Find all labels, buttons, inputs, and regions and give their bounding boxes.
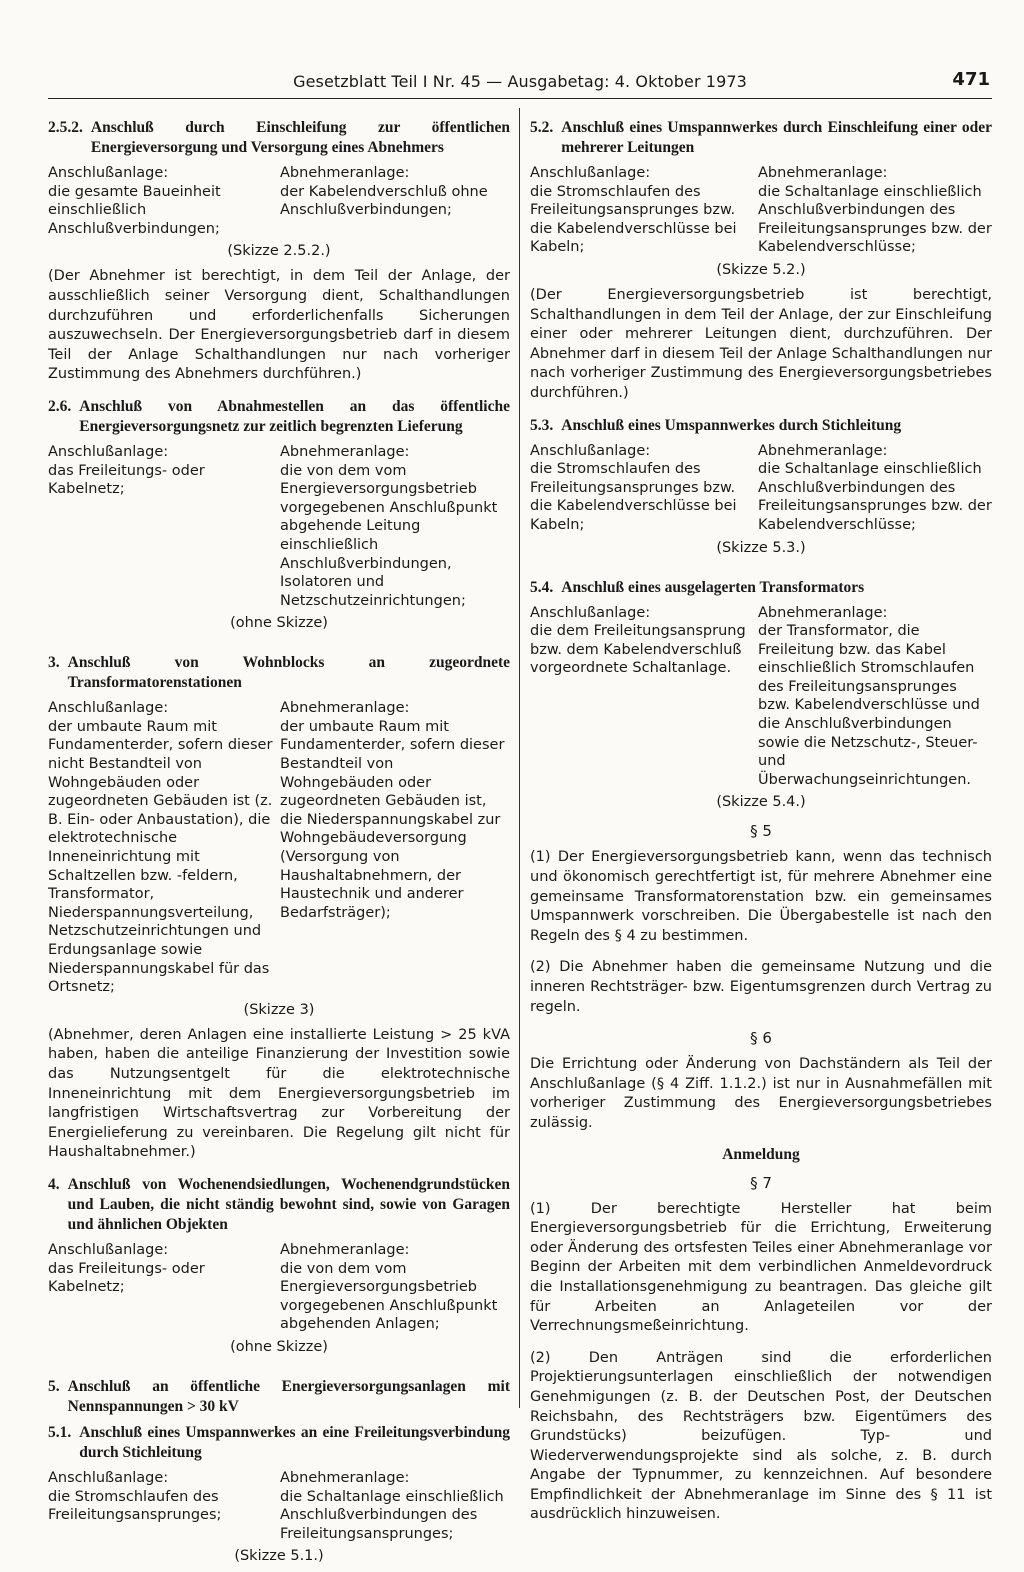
- section-title: Anschluß von Abnahmestellen an das öffentliche Energieversorgungsnetz zur zeitlich begrenzten Lieferung: [79, 397, 510, 435]
- section-number: 5.: [48, 1377, 60, 1395]
- abnehmer-label: Abnehmeranlage:: [280, 165, 410, 181]
- abnehmer-text: die von dem vom Energieversorgungsbetrieb vorgegebenen Anschlußpunkt abgehende Leitung einschließlich Anschlußverbindungen, Isolatoren und Netzschutzeinrichtungen;: [280, 462, 498, 609]
- subheading-anmeldung: Anmeldung: [722, 1145, 800, 1163]
- anschluss-text: die Stromschlaufen des Freileitungsansprunges;: [48, 1488, 222, 1524]
- right-column: [530, 118, 992, 1537]
- sketch-reference: (Skizze 2.5.2.): [227, 243, 331, 260]
- section-heading: [48, 1423, 510, 1463]
- anschluss-label: Anschlußanlage:: [530, 604, 651, 621]
- abnehmer-label: Abnehmeranlage:: [280, 443, 410, 460]
- abnehmer-text: die Schaltanlage einschließlich Anschlußverbindungen des Freileitungsansprunges bzw. der Kabelendverschlüsse;: [758, 461, 992, 533]
- column-divider: [519, 108, 520, 1408]
- anschluss-label: Anschlußanlage:: [48, 443, 169, 460]
- left-column: [48, 118, 510, 1572]
- definition-pair: [530, 604, 992, 790]
- section-title: Anschluß eines ausgelagerten Transformators: [561, 578, 865, 596]
- paragraph-sign: § 7: [750, 1173, 772, 1192]
- definition-pair: [48, 443, 510, 610]
- section-title: Anschluß von Wochenendsiedlungen, Wochenendgrundstücken und Lauben, die nicht ständig bewohnt sind, sowie von Garagen und ähnlichen Objekten: [67, 1175, 510, 1233]
- page-header: [48, 69, 992, 99]
- section-title: Anschluß eines Umspannwerkes an eine Freileitungsverbindung durch Stichleitung: [79, 1423, 510, 1461]
- section-heading: [48, 1377, 510, 1417]
- section-title: Anschluß an öffentliche Energieversorgungsanlagen mit Nennspannungen > 30 kV: [67, 1377, 510, 1415]
- definition-pair: [48, 699, 510, 997]
- abnehmer-label: Abnehmeranlage:: [758, 165, 888, 181]
- definition-pair: [48, 1469, 510, 1543]
- abnehmer-label: Abnehmeranlage:: [280, 1469, 410, 1486]
- section-note: (Abnehmer, deren Anlagen eine installierte Leistung > 25 kVA haben, haben die anteilige Finanzierung der Investition sowie das Nutzungsentgelt für die elektrotechnische Inneneinrichtung mit dem Energieversorgungsbetrieb im langfristigen Wirtschaftsvertrag zur Vorbereitung der Energielieferung zu vereinbaren. Die Regelung gilt nicht für Haushaltabnehmer.): [48, 1026, 510, 1161]
- anschluss-label: Anschlußanlage:: [48, 1241, 169, 1258]
- paragraph-text: (1) Der berechtigte Hersteller hat beim Energieversorgungsbetrieb für die Errichtung, Erweiterung oder Änderung des ortsfesten Teiles einer Abnehmeranlage vor Beginn der Arbeiten mit dem verbindlichen Anmeldevordruck die Installationsgenehmigung zu beantragen. Das gleiche gilt für Arbeiten an Anlageteilen vor der Verrechnungsmeßeinrichtung.: [530, 1200, 992, 1335]
- section-note: (Der Abnehmer ist berechtigt, in dem Teil der Anlage, der ausschließlich seiner Versorgung dient, Schalthandlungen durchzuführen und erforderlichenfalls Sicherungen auszuwechseln. Der Energieversorgungsbetrieb darf in diesem Teil der Anlage Schalthandlungen nur nach vorheriger Zustimmung des Abnehmers durchführen.): [48, 268, 510, 383]
- abnehmer-label: Abnehmeranlage:: [280, 700, 410, 717]
- anschluss-text: der umbaute Raum mit Fundamenterder, sofern dieser nicht Bestandteil von Wohngebäuden oder zugeordneten Gebäuden ist (z. B. Ein- oder Anbaustation), die elektrotechnische Inneneinrichtung mit Schaltzellen bzw. -feldern, Transformator, Niederspannungsverteilung, Netzschutzeinrichtungen und Erdungsanlage sowie Niederspannungskabel für das Ortsnetz;: [48, 718, 273, 996]
- anschluss-text: die Stromschlaufen des Freileitungsansprunges bzw. die Kabelendverschlüsse bei Kabeln;: [530, 183, 737, 256]
- anschluss-label: Anschlußanlage:: [48, 1469, 169, 1486]
- abnehmer-label: Abnehmeranlage:: [280, 1241, 410, 1258]
- section-number: 4.: [48, 1175, 60, 1193]
- abnehmer-label: Abnehmeranlage:: [758, 442, 888, 459]
- section-heading: [530, 578, 992, 598]
- anschluss-text: das Freileitungs- oder Kabelnetz;: [48, 1260, 205, 1296]
- sketch-reference: (Skizze 5.1.): [234, 1548, 324, 1565]
- anschluss-label: Anschlußanlage:: [48, 700, 169, 717]
- sketch-reference: (ohne Skizze): [230, 1338, 328, 1355]
- anschluss-label: Anschlußanlage:: [530, 165, 651, 181]
- header-title: Gesetzblatt Teil I Nr. 45 — Ausgabetag: 4. Oktober 1973: [293, 72, 747, 91]
- sketch-reference: (Skizze 3): [243, 1001, 315, 1018]
- anschluss-text: die Stromschlaufen des Freileitungsansprunges bzw. die Kabelendverschlüsse bei Kabeln;: [530, 461, 737, 533]
- abnehmer-text: die Schaltanlage einschließlich Anschlußverbindungen des Freileitungsansprunges bzw. der Kabelendverschlüsse;: [758, 183, 992, 256]
- sketch-reference: (Skizze 5.3.): [716, 539, 806, 556]
- page-number: 471: [952, 69, 990, 90]
- section-number: 2.5.2.: [48, 119, 83, 136]
- paragraph-text: Die Errichtung oder Änderung von Dachständern als Teil der Anschlußanlage (§ 4 Ziff. 1.1.2.) ist nur in Ausnahmefällen mit vorheriger Zustimmung des Energieversorgungsbetriebes zulässig.: [530, 1056, 992, 1131]
- section-title: Anschluß von Wohnblocks an zugeordnete Transformatorenstationen: [67, 654, 510, 692]
- section-title: Anschluß eines Umspannwerkes durch Stichleitung: [561, 416, 902, 434]
- section-heading: [48, 397, 510, 437]
- definition-pair: [48, 1241, 510, 1334]
- section-number: 5.1.: [48, 1423, 72, 1441]
- section-number: 3.: [48, 654, 60, 672]
- abnehmer-text: die von dem vom Energieversorgungsbetrieb vorgegebenen Anschlußpunkt abgehenden Anlagen;: [280, 1260, 498, 1333]
- abnehmer-text: der Kabelendverschluß ohne Anschlußverbindungen;: [280, 183, 488, 219]
- anschluss-text: die dem Freileitungsansprung bzw. dem Kabelendverschluß vorgeordnete Schaltanlage.: [530, 623, 746, 677]
- anschluss-text: die gesamte Baueinheit einschließlich Anschlußverbindungen;: [48, 183, 221, 237]
- section-heading: [48, 118, 510, 158]
- abnehmer-text: der umbaute Raum mit Fundamenterder, sofern dieser Bestandteil von Wohngebäuden oder zugeordneten Gebäuden ist, die Niederspannungskabel zur Wohngebäudeversorgung (Versorgung von Haushaltabnehmern, der Haustechnik und anderer Bedarfsträger);: [280, 718, 505, 921]
- anschluss-text: das Freileitungs- oder Kabelnetz;: [48, 462, 205, 498]
- section-number: 5.3.: [530, 416, 554, 434]
- paragraph-sign: § 6: [750, 1029, 772, 1048]
- definition-pair: [530, 164, 992, 257]
- paragraph-text: (2) Die Abnehmer haben die gemeinsame Nutzung und die inneren Rechtsträger- bzw. Eigentumsgrenzen durch Vertrag zu regeln.: [530, 959, 992, 1015]
- abnehmer-text: die Schaltanlage einschließlich Anschlußverbindungen des Freileitungsansprunges;: [280, 1488, 504, 1542]
- abnehmer-label: Abnehmeranlage:: [758, 604, 888, 621]
- anschluss-label: Anschlußanlage:: [48, 165, 169, 181]
- section-number: 5.4.: [530, 578, 554, 596]
- paragraph-sign: § 5: [750, 822, 772, 841]
- paragraph-text: (1) Der Energieversorgungsbetrieb kann, wenn das technisch und ökonomisch gerechtfertigt ist, für mehrere Abnehmer eine gemeinsame Transformatorenstation bzw. ein gemeinsames Umspannwerk vorschreiben. Die Übergabestelle ist nach den Regeln des § 4 zu bestimmen.: [530, 849, 992, 944]
- definition-pair: [48, 164, 510, 238]
- definition-pair: [530, 442, 992, 535]
- section-title: Anschluß durch Einschleifung zur öffentlichen Energieversorgung und Versorgung eines Abnehmers: [90, 119, 510, 156]
- sketch-reference: (ohne Skizze): [230, 615, 328, 632]
- section-heading: [48, 653, 510, 693]
- section-number: 5.2.: [530, 119, 554, 136]
- section-heading: [530, 416, 992, 436]
- section-heading: [530, 118, 992, 158]
- paragraph-text: (2) Den Anträgen sind die erforderlichen Projektierungsunterlagen einschließlich der notwendigen Genehmigungen (z. B. der Deutschen Post, der Deutschen Reichsbahn, des Rechtsträgers bzw. Eigentümers des Grundstücks) beizufügen. Typ- und Wiederverwendungsprojekte sind als solche, z. B. durch Angabe der Typnummer, zu kennzeichnen. Auf besondere Empfindlichkeit der Abnehmeranlage im Sinne des § 11 ist ausdrücklich hinzuweisen.: [530, 1349, 992, 1523]
- sketch-reference: (Skizze 5.2.): [716, 261, 806, 278]
- section-title: Anschluß eines Umspannwerkes durch Einschleifung einer oder mehrerer Leitungen: [561, 119, 992, 156]
- abnehmer-text: der Transformator, die Freileitung bzw. das Kabel einschließlich Stromschlaufen des Freileitungsansprunges bzw. Kabelendverschlüsse und die Anschlußverbindungen sowie die Netzschutz-, Steuer- und Überwachungseinrichtungen.: [758, 623, 980, 788]
- section-heading: [48, 1175, 510, 1235]
- section-number: 2.6.: [48, 397, 72, 415]
- sketch-reference: (Skizze 5.4.): [716, 794, 806, 811]
- anschluss-label: Anschlußanlage:: [530, 442, 651, 459]
- section-note: (Der Energieversorgungsbetrieb ist berechtigt, Schalthandlungen in dem Teil der Anlage, der zur Einschleifung einer oder mehrerer Leitungen dient, durchzuführen. Der Abnehmer darf in diesem Teil der Anlage Schalthandlungen nur nach vorheriger Zustimmung des Energieversorgungsbetriebes durchführen.): [530, 286, 992, 401]
